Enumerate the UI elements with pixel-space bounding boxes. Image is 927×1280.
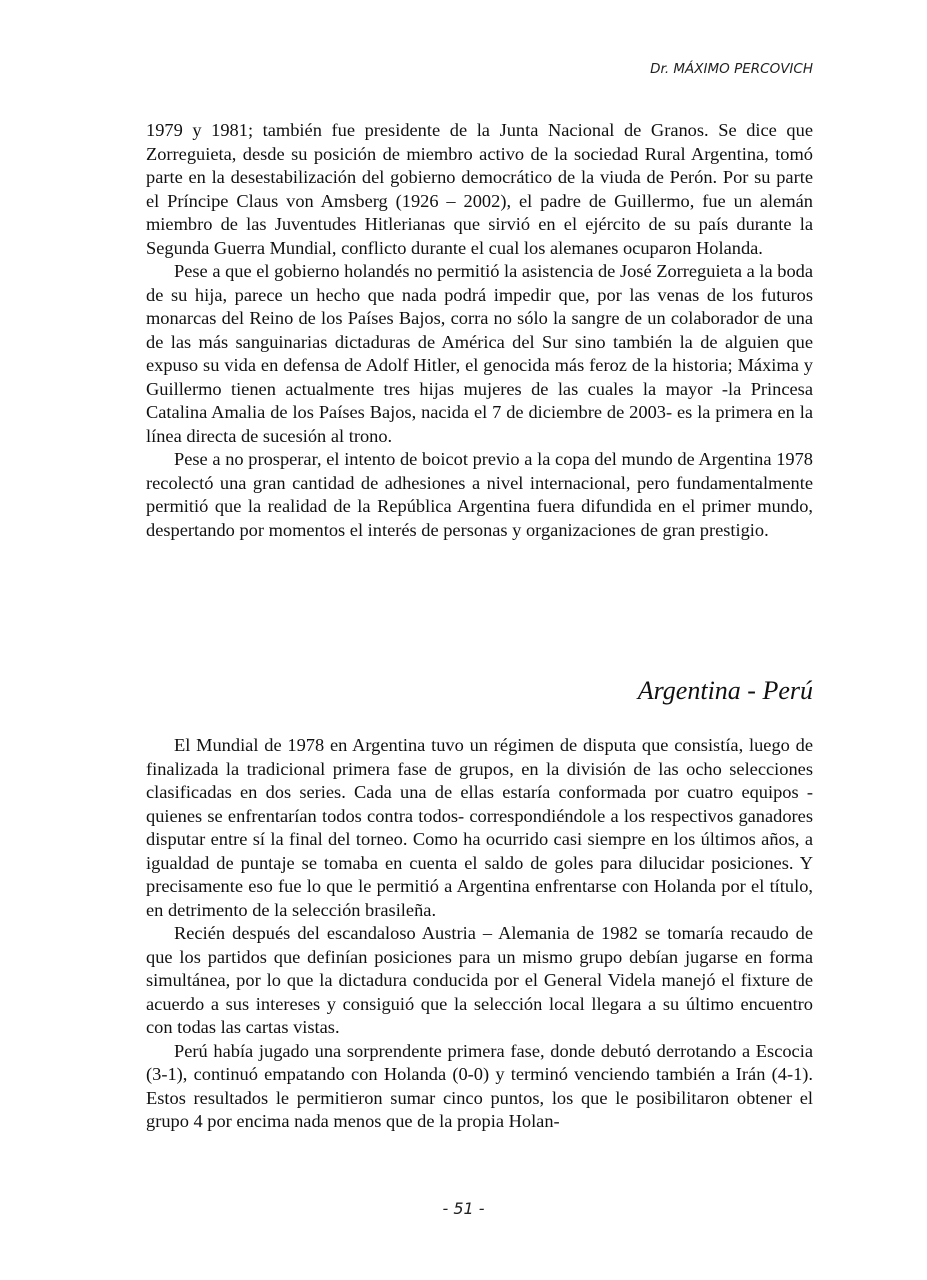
paragraph: Pese a que el gobierno holandés no permitió la asistencia de José Zorreguieta a la boda de su hija, parece un hecho que nada podrá impedir que, por las venas de los futuros monarcas del Reino de los Países Bajos, corra no sólo la sangre de un colaborador de una de las más sanguinarias dictaduras de América del Sur sino también la de alguien que expuso su vida en defensa de Adolf Hitler, el genocida más feroz de la historia; Máxima y Guillermo tienen actualmente tres hijas mujeres de las cuales la mayor -la Princesa Catalina Amalia de los Países Bajos, nacida el 7 de diciembre de 2003- es la primera en la línea directa de sucesión al trono. <box>146 261 813 446</box>
paragraph: El Mundial de 1978 en Argentina tuvo un régimen de disputa que consistía, luego de finalizada la tradicional primera fase de grupos, en la división de las ocho selecciones clasificadas en dos series. Cada una de ellas estaría conformada por cuatro equipos -quienes se enfrentarían todos contra todos- correspondiéndole a los respectivos ganadores disputar entre sí la final del torneo. Como ha ocurrido casi siempre en los últimos años, a igualdad de puntaje se tomaba en cuenta el saldo de goles para dilucidar posiciones. Y precisamente eso fue lo que le permitió a Argentina enfrentarse con Holanda por el título, en detrimento de la selección brasileña. <box>146 735 813 920</box>
paragraph: Pese a no prosperar, el intento de boicot previo a la copa del mundo de Argentina 1978 recolectó una gran cantidad de adhesiones a nivel internacional, pero fundamentalmente permitió que la realidad de la República Argentina fuera difundida en el primer mundo, despertando por momentos el interés de personas y organizaciones de gran prestigio. <box>146 449 813 540</box>
text-block-section <box>146 734 813 1134</box>
running-header: Dr. MÁXIMO PERCOVICH <box>650 61 813 77</box>
paragraph: 1979 y 1981; también fue presidente de la Junta Nacional de Granos. Se dice que Zorreguieta, desde su posición de miembro activo de la sociedad Rural Argentina, tomó parte en la desestabilización del gobierno democrático de la viuda de Perón. Por su parte el Príncipe Claus von Amsberg (1926 – 2002), el padre de Guillermo, fue un alemán miembro de las Juventudes Hitlerianas que sirvió en el ejército de su país durante la Segunda Guerra Mundial, conflicto durante el cual los alemanes ocuparon Holanda. <box>146 120 813 258</box>
page-number: - 51 - <box>442 1199 485 1218</box>
paragraph: Recién después del escandaloso Austria – Alemania de 1982 se tomaría recaudo de que los partidos que definían posiciones para un mismo grupo debían jugarse en forma simultánea, por lo que la dictadura conducida por el General Videla manejó el fixture de acuerdo a sus intereses y consiguió que la selección local llegara a su último encuentro con todas las cartas vistas. <box>146 923 813 1037</box>
section-heading: Argentina - Perú <box>637 676 813 705</box>
paragraph: Perú había jugado una sorprendente primera fase, donde debutó derrotando a Escocia (3-1), continuó empatando con Holanda (0-0) y terminó venciendo también a Irán (4-1). Estos resultados le permitieron sumar cinco puntos, los que le posibilitaron obtener el grupo 4 por encima nada menos que de la propia Holan- <box>146 1040 813 1131</box>
text-block-continuation <box>146 119 813 542</box>
